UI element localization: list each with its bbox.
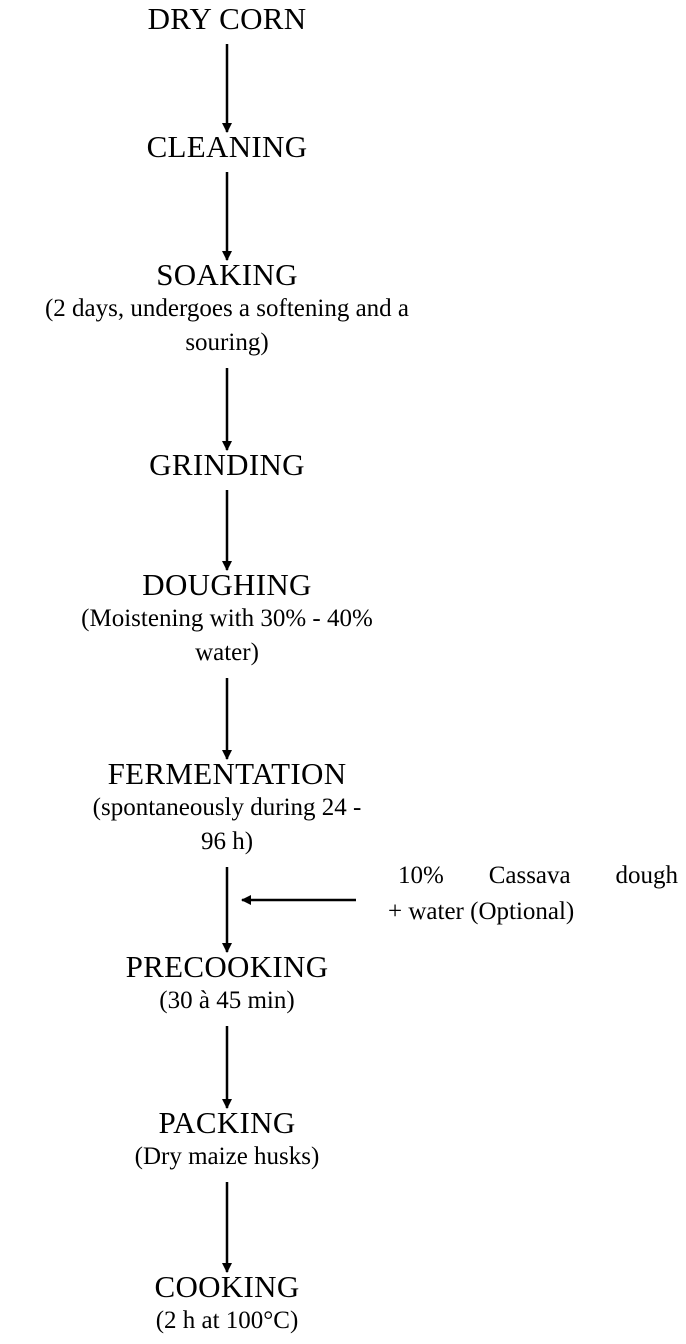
step-title: PACKING: [158, 1105, 296, 1140]
step-title: CLEANING: [146, 129, 308, 164]
step-doughing: [0, 568, 454, 670]
side-input-note: [388, 858, 678, 930]
step-note: (2 h at 100°C): [155, 1307, 299, 1334]
side-input-line-2: + water (Optional): [388, 898, 575, 925]
step-soaking: [0, 258, 454, 360]
step-note: (Dry maize husks): [134, 1143, 320, 1170]
step-grinding: [0, 448, 454, 482]
side-input-word: dough: [615, 862, 678, 889]
step-title: COOKING: [154, 1269, 300, 1304]
step-title: SOAKING: [156, 257, 298, 292]
step-fermentation: [0, 757, 454, 859]
step-precooking: [0, 950, 454, 1018]
step-title: DOUGHING: [142, 567, 312, 602]
step-packing: [0, 1106, 454, 1174]
step-cooking: [0, 1270, 454, 1338]
step-note: (spontaneously during 24 - 96 h): [92, 794, 362, 855]
step-dry-corn: [0, 2, 454, 36]
step-note: (30 à 45 min): [159, 987, 295, 1014]
step-note: (Moistening with 30% - 40% water): [81, 605, 373, 666]
step-cleaning: [0, 130, 454, 164]
side-input-line-1: [388, 858, 678, 894]
step-title: PRECOOKING: [125, 949, 329, 984]
side-input-word: 10%: [398, 862, 444, 889]
step-title: GRINDING: [149, 447, 305, 482]
step-note: (2 days, undergoes a softening and a souring): [44, 295, 410, 356]
step-title: FERMENTATION: [107, 756, 347, 791]
side-input-word: Cassava: [488, 862, 571, 889]
step-title: DRY CORN: [147, 1, 307, 36]
